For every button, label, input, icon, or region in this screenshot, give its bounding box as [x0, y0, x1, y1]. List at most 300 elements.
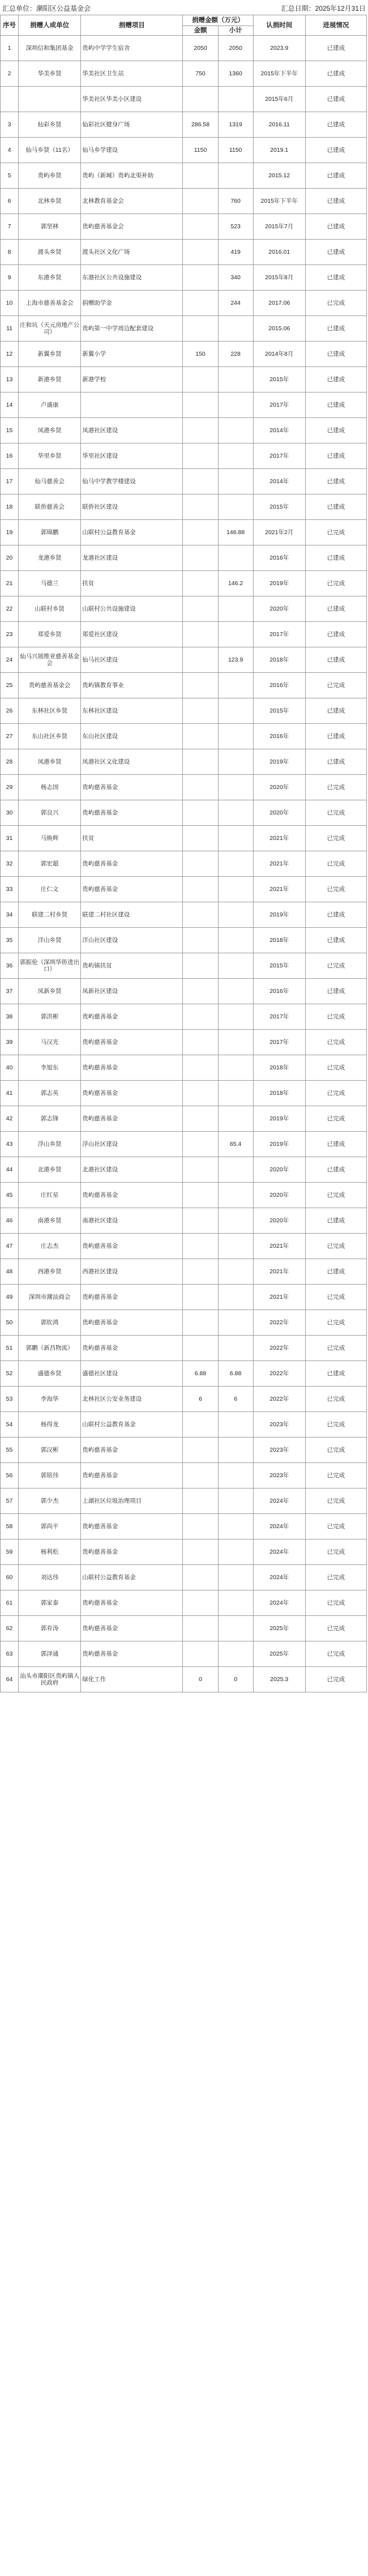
row-amount	[183, 163, 218, 189]
row-project	[81, 393, 183, 418]
row-status: 已建成	[305, 112, 366, 138]
row-unit: 郭洪彬	[19, 1004, 81, 1030]
row-subtotal: 340	[218, 265, 253, 291]
row-time: 2019年	[253, 902, 305, 928]
table-row	[1, 469, 367, 494]
row-project: 贵屿镇扶贫	[81, 953, 183, 979]
row-subtotal: 760	[218, 189, 253, 214]
row-unit: 仙马乡贤（11名）	[19, 138, 81, 163]
row-subtotal: 123.9	[218, 647, 253, 673]
row-subtotal	[218, 698, 253, 724]
ledger-header	[0, 0, 368, 15]
row-amount	[183, 953, 218, 979]
table-row	[1, 877, 367, 902]
row-unit: 南港乡贤	[19, 1208, 81, 1234]
table-row	[1, 1489, 367, 1514]
row-amount: 1150	[183, 138, 218, 163]
row-unit: 庄红星	[19, 1183, 81, 1208]
row-seq: 31	[1, 826, 19, 851]
row-status: 已建成	[305, 316, 366, 342]
row-project: 洋山社区建设	[81, 928, 183, 953]
row-status: 已建成	[305, 469, 366, 494]
table-row	[1, 622, 367, 647]
row-project: 贵屿慈善基金	[81, 1438, 183, 1463]
row-amount: 0	[183, 1667, 218, 1692]
row-seq: 64	[1, 1667, 19, 1692]
table-row	[1, 367, 367, 393]
row-seq: 10	[1, 291, 19, 316]
row-status: 已建成	[305, 36, 366, 61]
row-unit: 杨利松	[19, 1539, 81, 1565]
row-project: 贵屿慈善基金	[81, 1641, 183, 1667]
row-unit: 华里乡贤	[19, 443, 81, 469]
row-project: 贵屿慈善基金会	[81, 214, 183, 240]
row-unit: 汕头市潮阳区贵屿镇人民政府	[19, 1667, 81, 1692]
table-row	[1, 979, 367, 1004]
row-project: 北港社区建设	[81, 1157, 183, 1183]
row-time: 2015年7月	[253, 214, 305, 240]
table-row	[1, 928, 367, 953]
row-unit: 刘达伟	[19, 1565, 81, 1590]
row-project: 华里社区建设	[81, 443, 183, 469]
row-subtotal	[218, 673, 253, 698]
row-amount	[183, 1489, 218, 1514]
row-project: 贵屿慈善基金	[81, 851, 183, 877]
row-amount: 286.58	[183, 112, 218, 138]
row-subtotal: 1319	[218, 112, 253, 138]
row-seq: 19	[1, 520, 19, 545]
row-subtotal	[218, 877, 253, 902]
date-label: 汇总日期：2025年12月31日	[281, 5, 366, 12]
row-amount	[183, 1616, 218, 1641]
row-status: 已完成	[305, 1641, 366, 1667]
row-amount	[183, 1310, 218, 1336]
table-row	[1, 1106, 367, 1132]
row-unit: 庄仁文	[19, 877, 81, 902]
row-project: 贵屿慈善基金	[81, 800, 183, 826]
row-subtotal	[218, 418, 253, 443]
row-subtotal	[218, 1489, 253, 1514]
table-row	[1, 545, 367, 571]
row-time: 2016年	[253, 979, 305, 1004]
row-subtotal	[218, 1081, 253, 1106]
row-status: 已建成	[305, 1361, 366, 1387]
row-project: 贵屿慈善基金	[81, 1616, 183, 1641]
row-project: 华美社区华美小区建设	[81, 87, 183, 112]
row-amount	[183, 1641, 218, 1667]
row-seq: 29	[1, 775, 19, 800]
row-seq: 45	[1, 1183, 19, 1208]
row-unit: 郭锦鹏	[19, 520, 81, 545]
row-time: 2019年	[253, 571, 305, 596]
row-subtotal: 65.4	[218, 1132, 253, 1157]
row-project: 贵屿慈善基金	[81, 1106, 183, 1132]
row-time: 2023年	[253, 1438, 305, 1463]
row-unit: 贵屿慈善基金会	[19, 673, 81, 698]
row-unit: 西港乡贤	[19, 1259, 81, 1285]
row-subtotal	[218, 622, 253, 647]
row-amount	[183, 1285, 218, 1310]
row-status: 已完成	[305, 1590, 366, 1616]
row-subtotal: 146.2	[218, 571, 253, 596]
row-project: 贵屿慈善基金	[81, 1285, 183, 1310]
row-project: 新翼小学	[81, 342, 183, 367]
row-seq: 1	[1, 36, 19, 61]
row-project: 贵屿（新城）贵屿北渠补助	[81, 163, 183, 189]
row-time: 2021年	[253, 1285, 305, 1310]
row-project: 西港社区建设	[81, 1259, 183, 1285]
row-project: 贵屿慈善基金	[81, 1030, 183, 1055]
row-project: 贵屿中学学生宿舍	[81, 36, 183, 61]
row-status: 已完成	[305, 775, 366, 800]
row-amount	[183, 494, 218, 520]
table-row	[1, 520, 367, 545]
row-status: 已完成	[305, 1463, 366, 1489]
row-subtotal: 419	[218, 240, 253, 265]
row-project: 联建二村社区建设	[81, 902, 183, 928]
row-seq: 28	[1, 749, 19, 775]
row-amount	[183, 1208, 218, 1234]
row-time: 2015.06	[253, 316, 305, 342]
row-project: 山联村公益教育基金	[81, 1412, 183, 1438]
row-subtotal	[218, 596, 253, 622]
row-seq: 24	[1, 647, 19, 673]
table-row	[1, 1055, 367, 1081]
row-unit: 郭坚林	[19, 214, 81, 240]
row-seq: 3	[1, 112, 19, 138]
row-unit: 郭振伦（深圳华侨进出口）	[19, 953, 81, 979]
row-unit: 郭志英	[19, 1081, 81, 1106]
row-status: 已建成	[305, 393, 366, 418]
col-header-amount-group: 捐赠金额（万元）	[183, 15, 253, 26]
row-unit: 郭良兴	[19, 800, 81, 826]
row-project: 贵屿慈善基金	[81, 1336, 183, 1361]
row-subtotal	[218, 1514, 253, 1539]
table-row	[1, 316, 367, 342]
row-status: 已建成	[305, 265, 366, 291]
row-time: 2021年	[253, 877, 305, 902]
row-project: 捐赠助学金	[81, 291, 183, 316]
row-amount	[183, 1539, 218, 1565]
row-unit: 仙彩乡贤	[19, 112, 81, 138]
row-status: 已完成	[305, 1081, 366, 1106]
row-amount	[183, 316, 218, 342]
row-amount	[183, 877, 218, 902]
table-row	[1, 724, 367, 749]
row-status: 已完成	[305, 1234, 366, 1259]
row-time: 2022年	[253, 1361, 305, 1387]
row-subtotal	[218, 1259, 253, 1285]
row-amount	[183, 214, 218, 240]
row-amount	[183, 291, 218, 316]
row-project: 贵屿慈善基金	[81, 877, 183, 902]
table-row	[1, 775, 367, 800]
row-time: 2016.11	[253, 112, 305, 138]
row-unit: 李海华	[19, 1387, 81, 1412]
table-row	[1, 647, 367, 673]
row-subtotal	[218, 1590, 253, 1616]
row-amount	[183, 698, 218, 724]
row-status: 已完成	[305, 826, 366, 851]
row-project: 贵屿慈善基金	[81, 1234, 183, 1259]
col-header-unit: 捐赠人或单位	[19, 15, 81, 36]
row-unit: 马汉光	[19, 1030, 81, 1055]
row-unit: 龙港乡贤	[19, 545, 81, 571]
row-amount	[183, 851, 218, 877]
row-amount	[183, 1234, 218, 1259]
col-header-time: 认捐时间	[253, 15, 305, 36]
row-seq: 58	[1, 1514, 19, 1539]
row-seq: 39	[1, 1030, 19, 1055]
row-status: 已建成	[305, 698, 366, 724]
row-amount	[183, 1438, 218, 1463]
row-seq: 62	[1, 1616, 19, 1641]
col-header-amount: 金额	[183, 26, 218, 36]
row-time: 2015年下半年	[253, 61, 305, 87]
row-project: 贵屿镇教育事业	[81, 673, 183, 698]
row-seq: 33	[1, 877, 19, 902]
row-status: 已建成	[305, 494, 366, 520]
row-seq: 23	[1, 622, 19, 647]
row-subtotal	[218, 724, 253, 749]
table-row	[1, 596, 367, 622]
row-subtotal	[218, 393, 253, 418]
table-row	[1, 1361, 367, 1387]
table-row	[1, 1412, 367, 1438]
row-seq: 17	[1, 469, 19, 494]
row-amount	[183, 724, 218, 749]
row-seq: 57	[1, 1489, 19, 1514]
row-time: 2015年	[253, 367, 305, 393]
row-seq: 2	[1, 61, 19, 87]
row-unit: 联建二村乡贤	[19, 902, 81, 928]
row-status: 已建成	[305, 647, 366, 673]
row-seq: 59	[1, 1539, 19, 1565]
row-project: 绿化工作	[81, 1667, 183, 1692]
row-project: 联侨社区建设	[81, 494, 183, 520]
table-row	[1, 1438, 367, 1463]
row-status: 已建成	[305, 622, 366, 647]
table-row	[1, 826, 367, 851]
row-seq	[1, 87, 19, 112]
row-unit: 上海市慈善基金会	[19, 291, 81, 316]
col-header-status: 进展情况	[305, 15, 366, 36]
row-subtotal: 6.88	[218, 1361, 253, 1387]
row-project: 贵屿慈善基金	[81, 1590, 183, 1616]
row-seq: 32	[1, 851, 19, 877]
row-amount	[183, 1030, 218, 1055]
row-status: 已建成	[305, 749, 366, 775]
row-seq: 21	[1, 571, 19, 596]
row-time: 2017年	[253, 393, 305, 418]
row-subtotal	[218, 1157, 253, 1183]
row-seq: 60	[1, 1565, 19, 1590]
row-subtotal	[218, 1106, 253, 1132]
row-project: 山联村公共设施建设	[81, 596, 183, 622]
row-unit	[19, 87, 81, 112]
row-time: 2018年	[253, 1055, 305, 1081]
row-subtotal	[218, 443, 253, 469]
row-seq: 52	[1, 1361, 19, 1387]
row-unit: 东港乡贤	[19, 265, 81, 291]
row-subtotal	[218, 1030, 253, 1055]
row-status: 已建成	[305, 138, 366, 163]
table-row	[1, 1285, 367, 1310]
row-status: 已建成	[305, 418, 366, 443]
row-unit: 盛德乡贤	[19, 1361, 81, 1387]
donation-table	[0, 15, 367, 1692]
table-row	[1, 1514, 367, 1539]
row-subtotal: 146.88	[218, 520, 253, 545]
row-seq: 46	[1, 1208, 19, 1234]
row-seq: 27	[1, 724, 19, 749]
row-project: 贵屿慈善基金	[81, 1514, 183, 1539]
row-time: 2016.01	[253, 240, 305, 265]
row-time: 2017.06	[253, 291, 305, 316]
row-time: 2024年	[253, 1565, 305, 1590]
row-time: 2021年	[253, 1259, 305, 1285]
row-subtotal	[218, 1463, 253, 1489]
row-subtotal	[218, 953, 253, 979]
row-time: 2021年	[253, 1234, 305, 1259]
table-row	[1, 494, 367, 520]
row-amount	[183, 545, 218, 571]
row-time: 2020年	[253, 1183, 305, 1208]
row-project: 凤港社区建设	[81, 418, 183, 443]
row-unit: 马德兰	[19, 571, 81, 596]
row-unit: 联侨慈善会	[19, 494, 81, 520]
row-project: 东林社区建设	[81, 698, 183, 724]
row-time: 2015年	[253, 698, 305, 724]
row-seq: 16	[1, 443, 19, 469]
row-status: 已建成	[305, 214, 366, 240]
row-time: 2020年	[253, 1208, 305, 1234]
row-seq: 6	[1, 189, 19, 214]
row-subtotal	[218, 928, 253, 953]
row-status: 已完成	[305, 1616, 366, 1641]
table-row	[1, 36, 367, 61]
row-amount	[183, 979, 218, 1004]
row-time: 2014年	[253, 469, 305, 494]
table-row	[1, 61, 367, 87]
row-seq: 54	[1, 1412, 19, 1438]
row-amount	[183, 1132, 218, 1157]
row-unit: 新翼乡贤	[19, 342, 81, 367]
row-amount	[183, 1004, 218, 1030]
row-subtotal	[218, 1285, 253, 1310]
row-unit: 凤新乡贤	[19, 979, 81, 1004]
row-status: 已建成	[305, 87, 366, 112]
row-project: 北林社区公安业务建设	[81, 1387, 183, 1412]
row-amount	[183, 1514, 218, 1539]
row-amount	[183, 800, 218, 826]
row-seq: 26	[1, 698, 19, 724]
row-seq: 35	[1, 928, 19, 953]
table-row	[1, 418, 367, 443]
row-amount	[183, 1157, 218, 1183]
row-unit: 郭育涛	[19, 1616, 81, 1641]
table-row	[1, 1004, 367, 1030]
row-time: 2016年	[253, 545, 305, 571]
row-unit: 东山社区乡贤	[19, 724, 81, 749]
table-row	[1, 673, 367, 698]
row-unit: 郑爱乡贤	[19, 622, 81, 647]
row-subtotal: 6	[218, 1387, 253, 1412]
row-time: 2024年	[253, 1489, 305, 1514]
row-unit: 郭泽通	[19, 1641, 81, 1667]
row-time: 2025年	[253, 1641, 305, 1667]
row-project: 新港学校	[81, 367, 183, 393]
table-row	[1, 214, 367, 240]
row-project: 凤新社区建设	[81, 979, 183, 1004]
table-row	[1, 393, 367, 418]
row-status: 已完成	[305, 1106, 366, 1132]
row-project: 仙马乡学建设	[81, 138, 183, 163]
row-subtotal	[218, 1055, 253, 1081]
table-row	[1, 240, 367, 265]
row-time: 2022年	[253, 1336, 305, 1361]
row-time: 2014年	[253, 418, 305, 443]
row-status: 已完成	[305, 520, 366, 545]
row-unit: 郭铭伟	[19, 1463, 81, 1489]
table-row	[1, 443, 367, 469]
row-subtotal	[218, 469, 253, 494]
row-unit: 郭宏超	[19, 851, 81, 877]
row-status: 已建成	[305, 240, 366, 265]
row-subtotal	[218, 1565, 253, 1590]
table-row	[1, 163, 367, 189]
row-time: 2017年	[253, 443, 305, 469]
row-amount	[183, 443, 218, 469]
row-time: 2023年	[253, 1463, 305, 1489]
row-status: 已完成	[305, 1412, 366, 1438]
row-subtotal	[218, 902, 253, 928]
row-time: 2017年	[253, 1004, 305, 1030]
row-amount	[183, 1106, 218, 1132]
row-subtotal	[218, 1004, 253, 1030]
table-row	[1, 265, 367, 291]
row-status: 已完成	[305, 953, 366, 979]
row-time: 2015年下半年	[253, 189, 305, 214]
row-subtotal	[218, 163, 253, 189]
row-project: 华美社区卫生站	[81, 61, 183, 87]
row-time: 2020年	[253, 775, 305, 800]
row-time: 2017年	[253, 1030, 305, 1055]
row-seq: 15	[1, 418, 19, 443]
row-time: 2015年	[253, 953, 305, 979]
table-row	[1, 1463, 367, 1489]
row-status: 已建成	[305, 1132, 366, 1157]
row-seq: 25	[1, 673, 19, 698]
row-unit: 郭汉彬	[19, 1438, 81, 1463]
row-subtotal: 523	[218, 214, 253, 240]
row-unit: 贵屿乡贤	[19, 163, 81, 189]
row-seq: 11	[1, 316, 19, 342]
row-amount	[183, 1412, 218, 1438]
row-project: 贵屿慈善基金	[81, 1310, 183, 1336]
table-row	[1, 1259, 367, 1285]
row-amount	[183, 393, 218, 418]
row-project: 北林教育基金会	[81, 189, 183, 214]
table-row	[1, 1565, 367, 1590]
row-status: 已完成	[305, 1539, 366, 1565]
row-project: 仙彩社区健身广场	[81, 112, 183, 138]
row-project: 龙港社区建设	[81, 545, 183, 571]
row-seq: 20	[1, 545, 19, 571]
table-row	[1, 342, 367, 367]
row-time: 2018年	[253, 647, 305, 673]
row-unit: 洋山乡贤	[19, 928, 81, 953]
